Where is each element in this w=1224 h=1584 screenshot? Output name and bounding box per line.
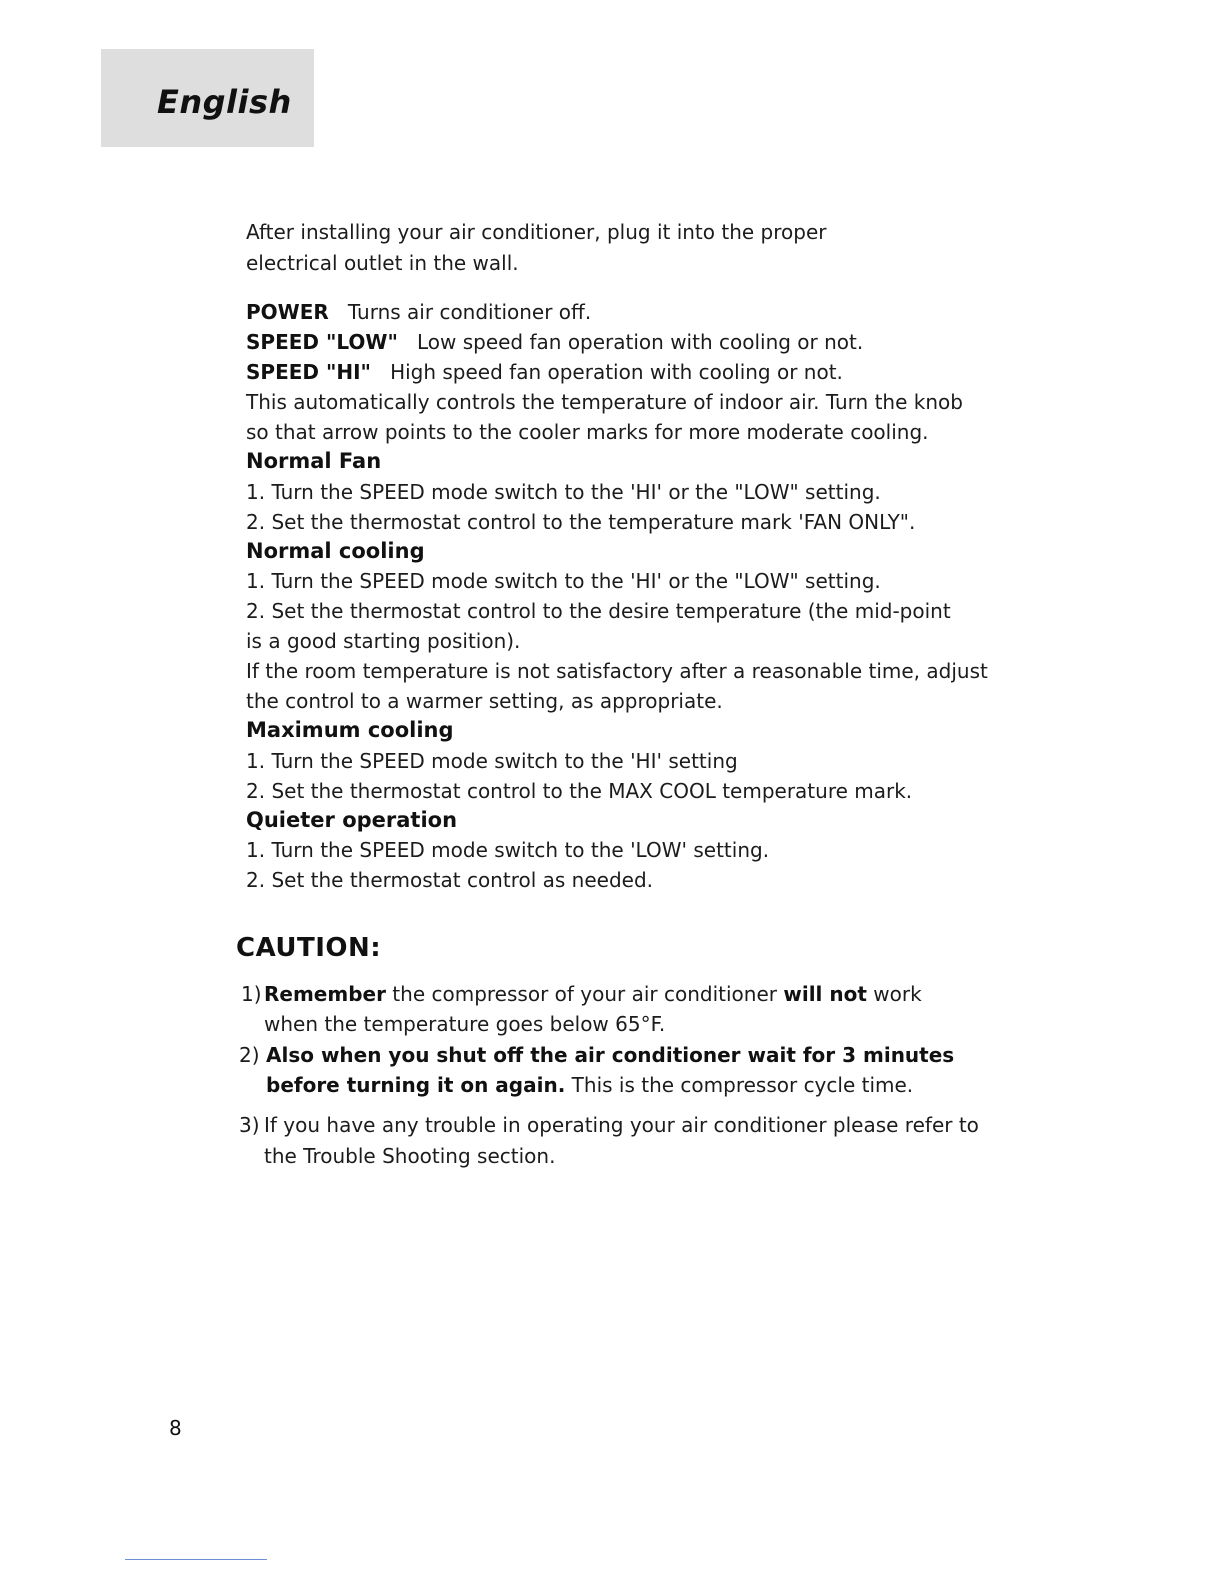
caution-item-3-line-2: the Trouble Shooting section. (264, 1144, 556, 1168)
caution-heading: CAUTION: (236, 933, 382, 963)
normal-fan-step-2: 2. Set the thermostat control to the temperature mark 'FAN ONLY". (246, 510, 916, 534)
speed-low-label: SPEED "LOW" (246, 330, 398, 354)
caution-item-2-number: 2) (239, 1043, 260, 1067)
caution-item-1-text-1: the compressor of your air conditioner (385, 982, 784, 1006)
caution-item-2-line-1: Also when you shut off the air conditioner wait for 3 minutes (266, 1043, 955, 1067)
language-tab (101, 49, 314, 147)
caution-item-1-line-2: when the temperature goes below 65°F. (264, 1012, 666, 1036)
speed-low-row (246, 327, 863, 357)
normal-cooling-note-line-1: If the room temperature is not satisfactory after a reasonable time, adjust (246, 659, 988, 683)
caution-item-2-line-2 (266, 1070, 913, 1100)
quieter-operation-step-2: 2. Set the thermostat control as needed. (246, 868, 654, 892)
normal-fan-step-1: 1. Turn the SPEED mode switch to the 'HI' or the "LOW" setting. (246, 480, 881, 504)
maximum-cooling-step-1: 1. Turn the SPEED mode switch to the 'HI' setting (246, 749, 738, 773)
normal-cooling-step-1: 1. Turn the SPEED mode switch to the 'HI' or the "LOW" setting. (246, 569, 881, 593)
normal-cooling-step-2-line-2: is a good starting position). (246, 629, 521, 653)
speed-low-text: Low speed fan operation with cooling or not. (416, 330, 864, 354)
thermostat-line-2: so that arrow points to the cooler marks for more moderate cooling. (246, 420, 929, 444)
caution-item-1-number: 1) (241, 982, 262, 1006)
normal-fan-heading: Normal Fan (246, 449, 382, 473)
caution-item-3-line-1: If you have any trouble in operating your air conditioner please refer to (264, 1113, 979, 1137)
caution-item-2-text: This is the compressor cycle time. (565, 1073, 914, 1097)
normal-cooling-heading: Normal cooling (246, 539, 425, 563)
caution-item-1-line-1 (264, 979, 922, 1009)
power-label: POWER (246, 300, 329, 324)
bottom-rule (125, 1559, 267, 1560)
normal-cooling-note-line-2: the control to a warmer setting, as appropriate. (246, 689, 723, 713)
speed-hi-label: SPEED "HI" (246, 360, 371, 384)
power-text: Turns air conditioner off. (347, 300, 592, 324)
quieter-operation-heading: Quieter operation (246, 808, 458, 832)
intro-line-2: electrical outlet in the wall. (246, 251, 519, 275)
caution-item-1-will-not: will not (783, 982, 867, 1006)
intro-line-1: After installing your air conditioner, plug it into the proper (246, 220, 827, 244)
speed-hi-text: High speed fan operation with cooling or not. (390, 360, 843, 384)
speed-hi-row (246, 357, 843, 387)
caution-item-2-bold-line-2: before turning it on again. (266, 1073, 566, 1097)
page-number: 8 (169, 1416, 182, 1440)
thermostat-line-1: This automatically controls the temperature of indoor air. Turn the knob (246, 390, 963, 414)
quieter-operation-step-1: 1. Turn the SPEED mode switch to the 'LOW' setting. (246, 838, 770, 862)
caution-item-1-remember: Remember (264, 982, 386, 1006)
maximum-cooling-step-2: 2. Set the thermostat control to the MAX COOL temperature mark. (246, 779, 913, 803)
power-row (246, 297, 591, 327)
caution-item-1-text-2: work (866, 982, 922, 1006)
normal-cooling-step-2-line-1: 2. Set the thermostat control to the desire temperature (the mid-point (246, 599, 951, 623)
caution-item-3-number: 3) (239, 1113, 260, 1137)
language-tab-label: English (157, 83, 292, 121)
maximum-cooling-heading: Maximum cooling (246, 718, 454, 742)
